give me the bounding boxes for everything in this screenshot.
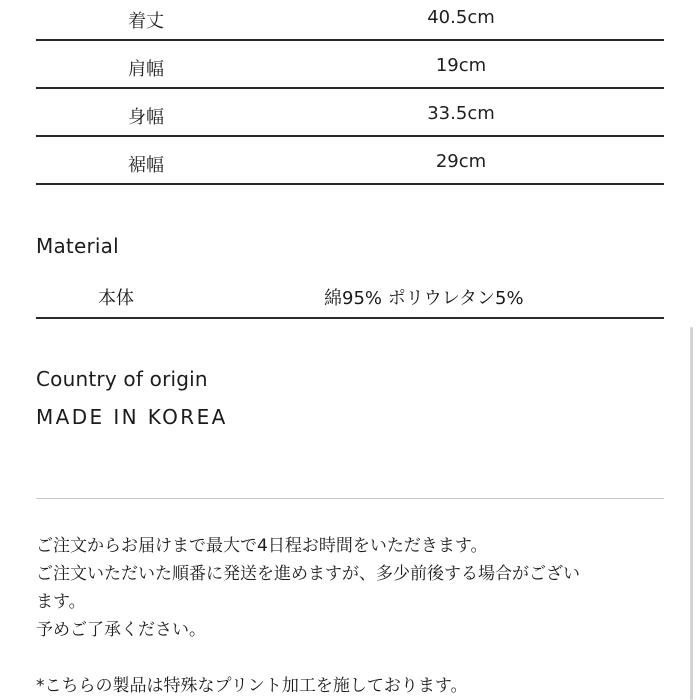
size-label: 裾幅: [128, 155, 164, 176]
size-value: 33.5cm: [427, 103, 495, 124]
notes-line: ます。: [36, 592, 86, 612]
notes-line: 予めご了承ください。: [36, 620, 206, 640]
scrollbar[interactable]: [690, 327, 693, 700]
notes-line: ご注文いただいた順番に発送を進めますが、多少前後する場合がござい: [36, 564, 580, 584]
origin-value: MADE IN KOREA: [36, 405, 228, 429]
size-value: 29cm: [435, 151, 487, 172]
material-heading: Material: [36, 234, 119, 258]
size-label: 肩幅: [128, 59, 164, 80]
size-label: 身幅: [128, 107, 164, 128]
size-value: 19cm: [435, 55, 487, 76]
size-value: 40.5cm: [427, 7, 495, 28]
section-divider: [36, 498, 664, 499]
shipping-notes: [36, 532, 666, 700]
material-value: 綿95% ポリウレタン5%: [324, 288, 524, 309]
origin-heading: Country of origin: [36, 367, 208, 391]
size-row-length: [36, 0, 664, 41]
size-table: [36, 0, 664, 186]
size-label: 着丈: [128, 11, 164, 32]
notes-spacer: [36, 644, 666, 672]
size-row-width: [36, 90, 664, 137]
size-row-hem: [36, 138, 664, 185]
notes-line: ご注文からお届けまで最大で4日程お時間をいただきます。: [36, 536, 488, 556]
material-row: [36, 270, 664, 319]
size-row-shoulder: [36, 42, 664, 89]
notes-footnote: *こちらの製品は特殊なプリント加工を施しております。: [36, 676, 468, 696]
material-label: 本体: [98, 288, 134, 309]
